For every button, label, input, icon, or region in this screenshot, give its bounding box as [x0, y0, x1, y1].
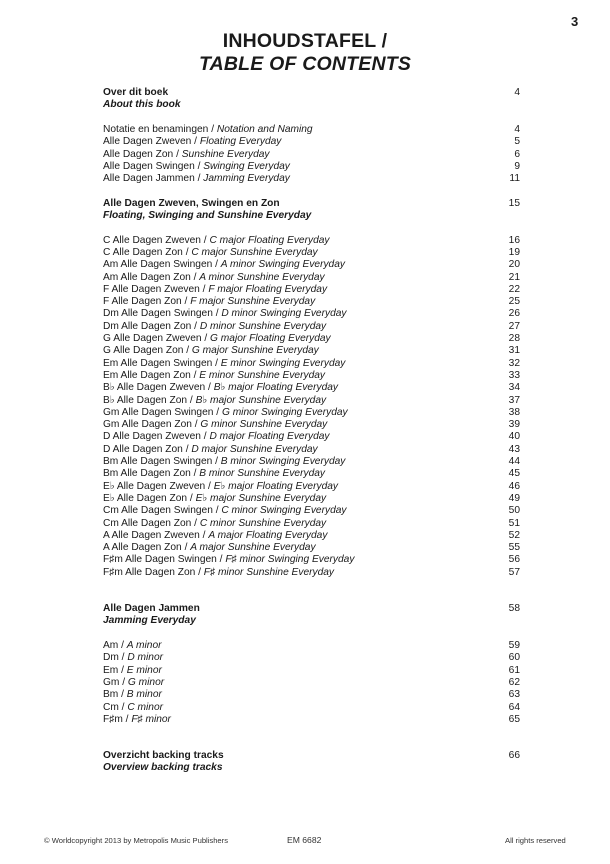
- page-ref: 45: [508, 468, 520, 480]
- entry-title-nl: Cm Alle Dagen Swingen: [103, 505, 213, 517]
- separator: /: [190, 468, 200, 480]
- entry-title-en: G minor Swinging Everyday: [221, 406, 348, 418]
- catalog-code: EM 6682: [287, 835, 322, 845]
- entry-title-nl: C Alle Dagen Zweven: [103, 234, 201, 246]
- entry-title-nl: D Alle Dagen Zweven: [103, 431, 201, 443]
- separator: /: [194, 173, 204, 185]
- page-ref: 61: [508, 664, 520, 676]
- toc-entry-label: [103, 444, 318, 456]
- page-ref: 31: [508, 345, 520, 357]
- entry-title-en: A minor Swinging Everyday: [220, 259, 345, 271]
- separator: /: [213, 406, 222, 418]
- entry-title-nl: B♭ Alle Dagen Zon: [103, 394, 188, 406]
- toc-entry-label: [103, 296, 315, 308]
- entry-title-nl: A Alle Dagen Zweven: [103, 529, 200, 541]
- section-title-nl: Alle Dagen Zweven, Swingen en Zon: [103, 197, 280, 209]
- entry-title-en: D minor Swinging Everyday: [221, 308, 347, 320]
- toc-entry-label: [103, 259, 345, 271]
- separator: /: [173, 148, 182, 160]
- page-ref: 40: [508, 431, 520, 443]
- toc-entry[interactable]: [103, 640, 520, 652]
- entry-title-nl: Bm Alle Dagen Swingen: [103, 456, 213, 468]
- entry-title-nl: F Alle Dagen Zweven: [103, 283, 200, 295]
- entry-title-en: F♯ minor Swinging Everyday: [225, 554, 355, 566]
- entry-title-en: D major Floating Everyday: [209, 431, 330, 443]
- toc-entry[interactable]: [103, 505, 520, 517]
- toc-entry[interactable]: [103, 358, 520, 370]
- separator: /: [212, 308, 222, 320]
- toc-entry[interactable]: [103, 493, 520, 505]
- entry-title-nl: Notatie en benamingen: [103, 124, 209, 136]
- entry-title-en: Notation and Naming: [216, 124, 313, 136]
- toc-entry-label: [103, 321, 326, 333]
- page-ref: 19: [508, 246, 520, 258]
- separator: /: [118, 652, 128, 664]
- entry-title-nl: D Alle Dagen Zon: [103, 443, 183, 455]
- section-title-en: Overview backing tracks: [103, 762, 223, 774]
- separator: /: [201, 333, 211, 345]
- page-ref: 4: [514, 87, 520, 98]
- section-title-nl: Overzicht backing tracks: [103, 750, 224, 762]
- page-ref: 63: [508, 689, 520, 701]
- page-ref: 58: [508, 602, 520, 614]
- separator: /: [181, 542, 191, 554]
- entry-title-en: G major Sunshine Everyday: [191, 345, 319, 357]
- separator: /: [183, 345, 192, 357]
- entry-title-en: C minor: [127, 701, 164, 713]
- toc-entry[interactable]: [103, 321, 520, 333]
- toc-entry[interactable]: [103, 370, 520, 382]
- toc-entry-label: [103, 468, 325, 480]
- entry-title-en: D minor Sunshine Everyday: [199, 320, 327, 332]
- toc-entry[interactable]: [103, 124, 520, 136]
- entry-title-en: F♯ minor Sunshine Everyday: [203, 566, 335, 578]
- entry-title-nl: Am Alle Dagen Zon: [103, 271, 191, 283]
- page-ref: 46: [508, 480, 520, 492]
- page-ref: 5: [514, 136, 520, 148]
- toc-entry[interactable]: [103, 689, 520, 701]
- toc-entry-label: [103, 272, 325, 284]
- toc-entry[interactable]: [103, 345, 520, 357]
- page-ref: 28: [508, 333, 520, 345]
- toc-entry-label: [103, 518, 326, 530]
- separator: /: [191, 419, 201, 431]
- entry-title-nl: Dm Alle Dagen Swingen: [103, 308, 213, 320]
- separator: /: [187, 492, 196, 504]
- page-ref: 55: [508, 542, 520, 554]
- toc-entry[interactable]: [103, 173, 520, 185]
- separator: /: [194, 160, 204, 172]
- toc-entry[interactable]: [103, 149, 520, 161]
- entry-title-en: F major Sunshine Everyday: [190, 296, 316, 308]
- toc-entry[interactable]: [103, 530, 520, 542]
- page-ref: 4: [514, 124, 520, 136]
- toc-entry-label: [103, 456, 345, 468]
- toc-entry-label: [103, 235, 330, 247]
- toc-entry-label: [103, 493, 326, 505]
- toc-entry-label: [103, 481, 338, 493]
- toc-entry[interactable]: [103, 296, 520, 308]
- page-ref: 62: [508, 676, 520, 688]
- separator: /: [122, 713, 132, 725]
- toc-entry[interactable]: [103, 272, 520, 284]
- entry-title-en: E♭ major Sunshine Everyday: [195, 492, 327, 504]
- separator: /: [187, 394, 196, 406]
- page-ref: 21: [508, 271, 520, 283]
- entry-title-nl: B♭ Alle Dagen Zweven: [103, 382, 206, 394]
- separator: /: [199, 529, 209, 541]
- section-title-nl: Over dit boek: [103, 87, 169, 98]
- toc-list-intro: [103, 124, 520, 185]
- toc-entry[interactable]: [103, 235, 520, 247]
- toc-entry-label: [103, 161, 290, 173]
- page-ref: 11: [509, 173, 520, 185]
- toc-entry[interactable]: [103, 542, 520, 554]
- page-ref: 44: [508, 456, 520, 468]
- toc-entry-label: [103, 702, 163, 714]
- rights-notice: All rights reserved: [505, 836, 566, 845]
- entry-title-en: Jamming Everyday: [203, 173, 290, 185]
- entry-title-nl: F♯m Alle Dagen Zon: [103, 566, 196, 578]
- toc-entry-label: [103, 124, 313, 136]
- toc-section-about[interactable]: [103, 87, 520, 99]
- toc-entry-label: [103, 370, 325, 382]
- toc-entry-label: [103, 395, 326, 407]
- entry-title-en: B minor: [126, 689, 162, 701]
- entry-title-en: Floating Everyday: [199, 136, 282, 148]
- separator: /: [216, 554, 226, 566]
- toc-entry-label: [103, 567, 334, 579]
- entry-title-en: A minor: [126, 640, 162, 652]
- toc-entry[interactable]: [103, 665, 520, 677]
- toc-entry[interactable]: [103, 444, 520, 456]
- entry-title-nl: Cm: [103, 701, 119, 713]
- section-title-en: About this book: [103, 99, 181, 111]
- entry-title-en: C major Floating Everyday: [209, 234, 330, 246]
- separator: /: [199, 283, 209, 295]
- toc-entry-label: [103, 345, 319, 357]
- toc-entry-label: [103, 505, 347, 517]
- separator: /: [208, 124, 217, 136]
- entry-title-nl: Em Alle Dagen Zon: [103, 369, 191, 381]
- toc-section-fss[interactable]: [103, 198, 520, 210]
- entry-title-nl: Em Alle Dagen Swingen: [103, 357, 213, 369]
- toc-entry-label: [103, 677, 164, 689]
- separator: /: [212, 357, 221, 369]
- entry-title-en: F♯ minor: [131, 713, 171, 725]
- copyright-notice: © Worldcopyright 2013 by Metropolis Music Publishers: [44, 836, 228, 845]
- toc-entry-label: [103, 431, 330, 443]
- toc-entry[interactable]: [103, 382, 520, 394]
- table-of-contents: [103, 87, 520, 775]
- entry-title-nl: F♯m: [103, 713, 123, 725]
- separator: /: [181, 296, 191, 308]
- entry-title-nl: Dm: [103, 652, 119, 664]
- entry-title-en: B♭ major Sunshine Everyday: [195, 394, 327, 406]
- entry-title-nl: Am: [103, 640, 119, 652]
- toc-entry[interactable]: [103, 136, 520, 148]
- entry-title-en: Swinging Everyday: [203, 160, 290, 172]
- entry-title-nl: Alle Dagen Zweven: [103, 136, 192, 148]
- page-number: 3: [571, 14, 579, 29]
- separator: /: [191, 517, 200, 529]
- toc-entry[interactable]: [103, 518, 520, 530]
- page-ref: 37: [508, 394, 520, 406]
- toc-entry[interactable]: [103, 395, 520, 407]
- page-ref: 22: [508, 283, 520, 295]
- toc-entry[interactable]: [103, 284, 520, 296]
- separator: /: [118, 664, 127, 676]
- page-ref: 32: [508, 357, 520, 369]
- separator: /: [118, 701, 128, 713]
- entry-title-en: E minor: [126, 664, 162, 676]
- entry-title-nl: C Alle Dagen Zon: [103, 246, 183, 258]
- toc-entry[interactable]: [103, 161, 520, 173]
- page-title: [0, 30, 610, 76]
- toc-entry[interactable]: [103, 567, 520, 579]
- toc-entry[interactable]: [103, 308, 520, 320]
- page-ref: 49: [508, 492, 520, 504]
- separator: /: [191, 136, 200, 148]
- entry-title-en: A minor Sunshine Everyday: [199, 271, 325, 283]
- page-ref: 15: [508, 197, 520, 209]
- entry-title-en: D major Sunshine Everyday: [191, 443, 318, 455]
- toc-entry-label: [103, 382, 338, 394]
- page-ref: 38: [508, 406, 520, 418]
- section-title-nl: Alle Dagen Jammen: [103, 602, 200, 614]
- toc-entry[interactable]: [103, 431, 520, 443]
- entry-title-en: D minor: [127, 652, 164, 664]
- entry-title-en: C major Sunshine Everyday: [191, 246, 318, 258]
- page-ref: 56: [508, 554, 520, 566]
- separator: /: [195, 566, 204, 578]
- toc-entry-label: [103, 247, 318, 259]
- toc-entry[interactable]: [103, 677, 520, 689]
- page-ref: 52: [508, 529, 520, 541]
- page-ref: 43: [508, 443, 520, 455]
- title-dutch: INHOUDSTAFEL /: [222, 30, 388, 52]
- toc-entry[interactable]: [103, 554, 520, 566]
- toc-entry-label: [103, 714, 171, 726]
- entry-title-nl: Am Alle Dagen Swingen: [103, 259, 213, 271]
- page-ref: 26: [508, 308, 520, 320]
- separator: /: [212, 456, 221, 468]
- entry-title-nl: Em: [103, 664, 119, 676]
- toc-list-fss: [103, 235, 520, 579]
- entry-title-en: Sunshine Everyday: [181, 148, 270, 160]
- entry-title-nl: Bm: [103, 689, 119, 701]
- separator: /: [118, 640, 127, 652]
- entry-title-en: F major Floating Everyday: [208, 283, 328, 295]
- entry-title-en: A major Floating Everyday: [208, 529, 328, 541]
- toc-entry[interactable]: [103, 702, 520, 714]
- section-title-en: Jamming Everyday: [103, 615, 196, 627]
- page-ref: 57: [508, 566, 520, 578]
- entry-title-en: A major Sunshine Everyday: [190, 542, 316, 554]
- toc-entry-label: [103, 173, 290, 185]
- separator: /: [182, 246, 192, 258]
- separator: /: [205, 480, 214, 492]
- page-ref: 20: [508, 259, 520, 271]
- toc-entry[interactable]: [103, 407, 520, 419]
- title-english: TABLE OF CONTENTS: [198, 53, 412, 75]
- separator: /: [200, 431, 210, 443]
- page-ref: 16: [508, 234, 520, 246]
- entry-title-nl: Alle Dagen Zon: [103, 148, 174, 160]
- toc-entry-label: [103, 554, 354, 566]
- toc-entry[interactable]: [103, 333, 520, 345]
- page-ref: 64: [508, 701, 520, 713]
- page-ref: 50: [508, 505, 520, 517]
- entry-title-nl: Gm Alle Dagen Swingen: [103, 406, 214, 418]
- entry-title-nl: Gm: [103, 676, 120, 688]
- entry-title-nl: G Alle Dagen Zweven: [103, 333, 202, 345]
- separator: /: [190, 271, 200, 283]
- toc-entry-label: [103, 284, 327, 296]
- entry-title-nl: Dm Alle Dagen Zon: [103, 320, 192, 332]
- entry-title-nl: Gm Alle Dagen Zon: [103, 419, 192, 431]
- page-ref: 59: [508, 640, 520, 652]
- page-ref: 60: [508, 652, 520, 664]
- toc-list-jamming: [103, 640, 520, 726]
- entry-title-nl: F Alle Dagen Zon: [103, 296, 182, 308]
- entry-title-en: C minor Sunshine Everyday: [199, 517, 327, 529]
- entry-title-en: E minor Sunshine Everyday: [199, 369, 325, 381]
- separator: /: [182, 443, 192, 455]
- toc-section-backing-tracks[interactable]: [103, 750, 520, 762]
- entry-title-nl: Alle Dagen Swingen: [103, 160, 195, 172]
- separator: /: [200, 234, 210, 246]
- page-ref: 65: [508, 713, 520, 725]
- page-ref: 9: [514, 160, 520, 172]
- entry-title-en: G major Floating Everyday: [210, 333, 331, 345]
- toc-entry-label: [103, 136, 281, 148]
- toc-entry-label: [103, 333, 331, 345]
- entry-title-nl: A Alle Dagen Zon: [103, 542, 182, 554]
- toc-entry[interactable]: [103, 456, 520, 468]
- entry-title-en: C minor Swinging Everyday: [221, 505, 347, 517]
- toc-entry-label: [103, 530, 327, 542]
- entry-title-nl: Cm Alle Dagen Zon: [103, 517, 192, 529]
- toc-entry-label: [103, 308, 347, 320]
- toc-entry[interactable]: [103, 714, 520, 726]
- separator: /: [119, 676, 128, 688]
- separator: /: [205, 382, 214, 394]
- toc-entry-label: [103, 689, 162, 701]
- entry-title-en: G minor Sunshine Everyday: [200, 419, 328, 431]
- separator: /: [212, 505, 222, 517]
- toc-entry-label: [103, 542, 316, 554]
- toc-entry[interactable]: [103, 652, 520, 664]
- toc-entry-label: [103, 149, 270, 161]
- page-ref: 39: [508, 419, 520, 431]
- toc-entry-label: [103, 407, 348, 419]
- page-ref: 34: [508, 382, 520, 394]
- page-ref: 6: [514, 148, 520, 160]
- toc-entry-label: [103, 419, 327, 431]
- entry-title-nl: E♭ Alle Dagen Zon: [103, 492, 188, 504]
- toc-entry-label: [103, 665, 162, 677]
- toc-section-jamming[interactable]: [103, 603, 520, 615]
- separator: /: [191, 320, 200, 332]
- toc-entry[interactable]: [103, 481, 520, 493]
- entry-title-nl: Alle Dagen Jammen: [103, 173, 195, 185]
- entry-title-nl: E♭ Alle Dagen Zweven: [103, 480, 206, 492]
- toc-entry-label: [103, 358, 345, 370]
- separator: /: [118, 689, 127, 701]
- toc-entry[interactable]: [103, 468, 520, 480]
- toc-entry-label: [103, 652, 163, 664]
- page-ref: 66: [508, 750, 520, 762]
- entry-title-en: B minor Sunshine Everyday: [199, 468, 325, 480]
- page-ref: 25: [508, 296, 520, 308]
- toc-entry[interactable]: [103, 259, 520, 271]
- entry-title-en: E♭ major Floating Everyday: [213, 480, 338, 492]
- entry-title-en: E minor Swinging Everyday: [220, 357, 346, 369]
- separator: /: [212, 259, 221, 271]
- entry-title-en: G minor: [127, 676, 165, 688]
- toc-entry-label: [103, 640, 162, 652]
- page-ref: 27: [508, 320, 520, 332]
- separator: /: [190, 369, 200, 381]
- page-ref: 51: [508, 517, 520, 529]
- entry-title-nl: G Alle Dagen Zon: [103, 345, 184, 357]
- entry-title-nl: Bm Alle Dagen Zon: [103, 468, 191, 480]
- entry-title-nl: F♯m Alle Dagen Swingen: [103, 554, 217, 566]
- entry-title-en: B♭ major Floating Everyday: [213, 382, 338, 394]
- entry-title-en: B minor Swinging Everyday: [220, 456, 346, 468]
- toc-entry[interactable]: [103, 419, 520, 431]
- toc-entry[interactable]: [103, 247, 520, 259]
- page-ref: 33: [508, 369, 520, 381]
- section-title-en: Floating, Swinging and Sunshine Everyday: [103, 209, 312, 221]
